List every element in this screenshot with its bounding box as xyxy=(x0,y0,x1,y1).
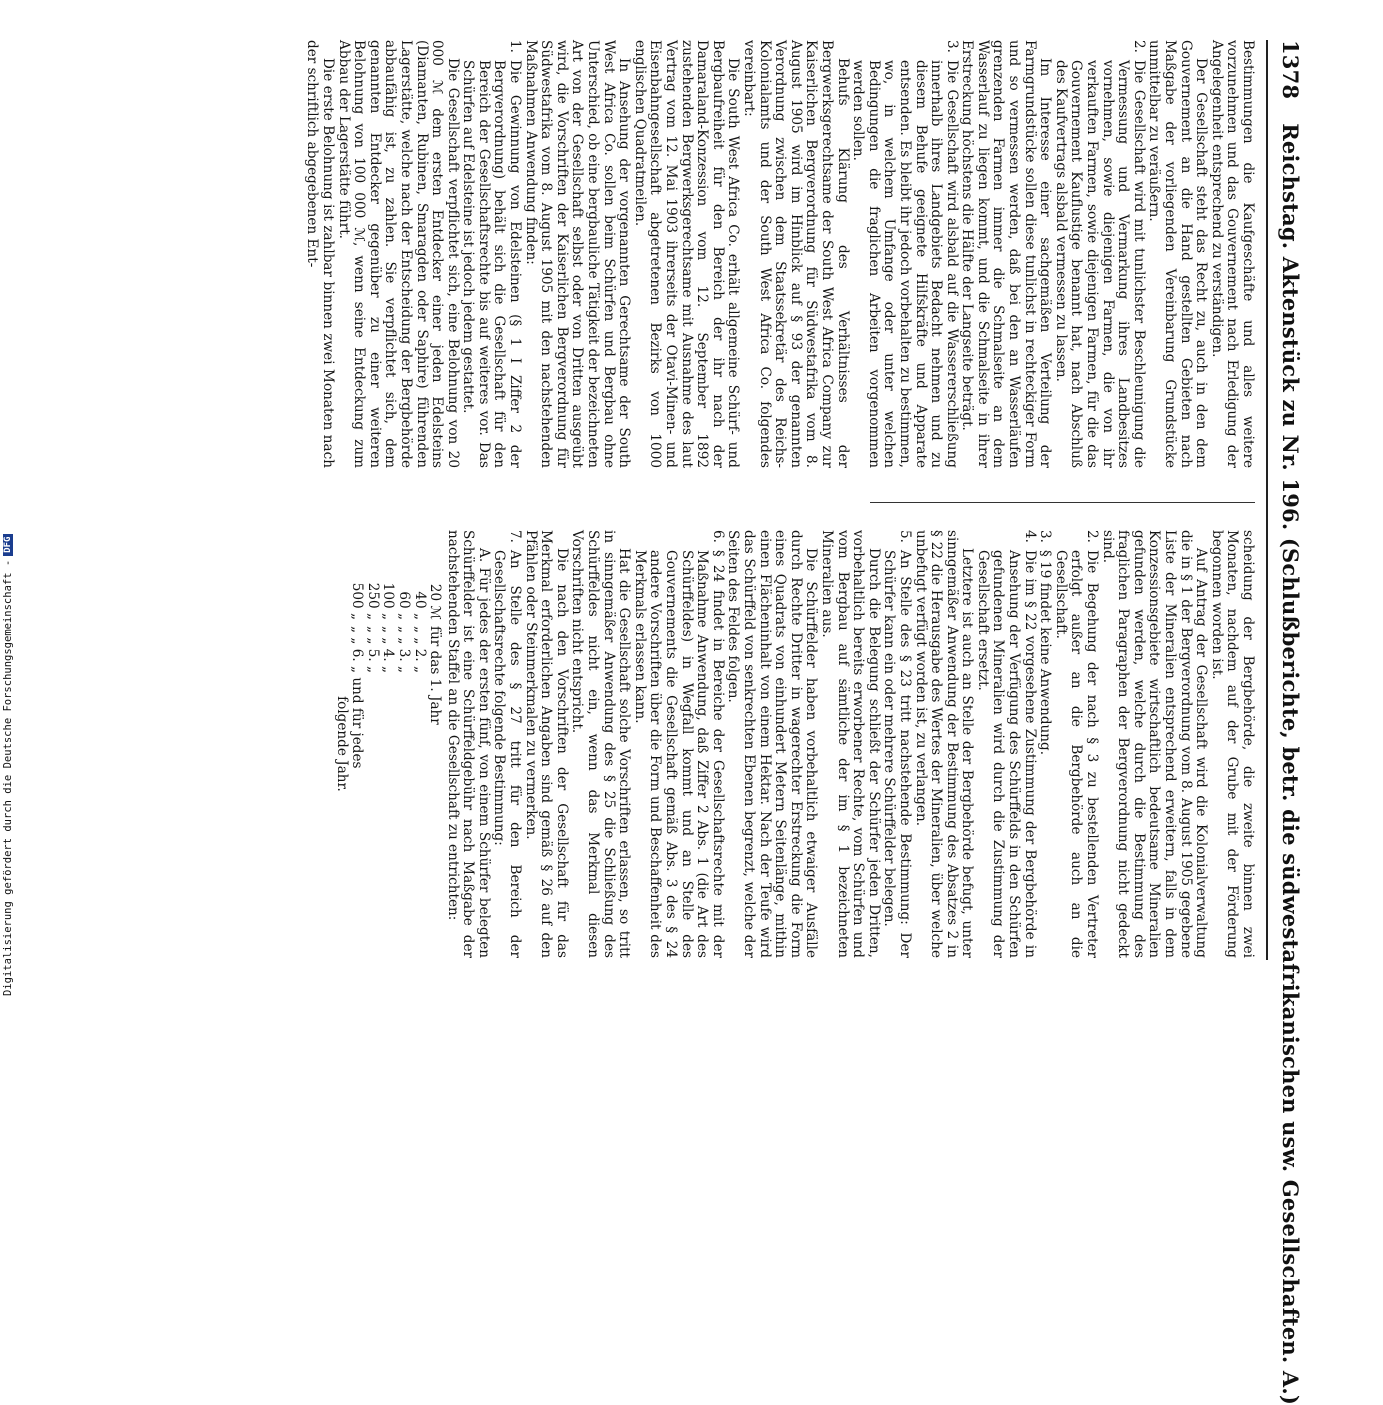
list-item xyxy=(850,40,959,468)
paragraph: In Ansehung der vorgenannten Gerechtsame der South West Africa Co. sollen beim Schürfen und Bergbau ohne Unterschied, ob eine bergbauliche Tätigkeit der bezeichneten Art von der Gesellschaft selbst oder von Dritten ausgeübt wird, die Vorschriften der Kaiserlichen Bergverordnung für Südwestafrika vom 8. August 1905 mit den nachstehenden Maßnahmen Anwendung finden: xyxy=(522,40,633,468)
fee-row xyxy=(364,530,380,958)
list-text: § 19 findet keine Anwendung. xyxy=(1037,550,1054,756)
paragraph: Im Interesse einer sachgemäßen Verteilung der Farmgrundstücke sollen diese tunlichst in rechteckiger Form und so vermessen werden, daß bei den an Wasserläufen grenzenden Farmen immer die Schmalseite an dem Wasserlauf zu liegen kommt, und die Schmalseite in ihrer Erstreckung höchstens die Hälfte der Langseite beträgt. xyxy=(959,40,1054,468)
list-item xyxy=(974,530,1036,958)
fee-period: „ „ 4. „ xyxy=(380,626,397,674)
page-header xyxy=(1273,40,1309,1405)
paragraph: scheidung der Bergbehörde, die zweite binnen zwei Monaten, nachdem auf der Grube mit der Förderung begonnen worden ist. xyxy=(1208,530,1256,958)
list-number: 2. xyxy=(1130,40,1147,53)
paragraph: Die South West Africa Co. erhält allgemeine Schürf- und Bergbaufreiheit für den Bereich der ihr nach der Damaraland-Konzession vom 12. September 1892 zustehenden Bergwerksgerechtsame mit Ausnahme des laut Vertrag vom 12. Mai 1903 ihrerseits der Otavi-Minen- und Eisenbahngesellschaft abgetretenen Bezirks von 1000 englischen Quadratmeilen. xyxy=(631,40,742,468)
dfg-logo: DFG xyxy=(3,534,13,556)
list-text: Die im § 22 vorgesehene Zustimmung der Bergbehörde in Ansehung der Verfügung des Schürffelds in den Schürfen gefundenen Mineralien wird durch die Zustimmung der Gesellschaft ersetzt. xyxy=(974,550,1038,958)
list-item xyxy=(1052,530,1099,958)
page-number: 1378 xyxy=(1278,40,1304,100)
list-number: 7. xyxy=(507,530,524,543)
credit-text: Digitalisierung gefördert durch die Deutsche Forschungsgemeinschaft - xyxy=(2,559,14,996)
paragraph: A. Für jedes der ersten fünf, von einem Schürfer belegten Schürffelder ist eine Schürffeldgebühr nach Maßgabe der nachstehenden Staffel an die Gesellschaft zu entrichten: xyxy=(444,530,492,958)
fee-row xyxy=(380,530,396,958)
paragraph: Durch die Belegung schließt der Schürfer jeden Dritten, vorbehaltlich bereits erworbener Rechte, vom Schürfen und vom Bergbau auf sämtliche der im § 1 bezeichneten Mineralien aus. xyxy=(818,530,882,958)
paragraph: Der Gesellschaft steht das Recht zu, auch in den dem Gouvernement an die Hand gestellten Gebieten nach Maßgabe der vorliegenden Vereinbarung Grundstücke unmittelbar zu veräußern. xyxy=(1146,40,1210,468)
list-number: 4. xyxy=(1021,530,1038,543)
paragraph: Die erste Belohnung ist zahlbar binnen zwei Monaten nach der schriftlich abgegebenen Ent- xyxy=(304,40,336,468)
list-number: 6. xyxy=(709,530,726,543)
paragraph: Auf Antrag der Gesellschaft wird die Kolonialverwaltung die in § 1 der Bergverordnung vom 8. August 1905 gegebene Liste der Mineralien entsprechend erweitern, falls in dem Konzessionsgebiete wirtschaftlich bedeutsame Mineralien gefunden werden, welche durch die Bestimmung des fraglichen Paragraphen der Bergverordnung nicht gedeckt sind. xyxy=(1099,530,1210,958)
list-text: Die Gesellschaft wird mit tunlichster Beschleunigung die Vermessung und Vermarkung ihres Landbesitzes vornehmen, sowie diejenigen Farmen, die von ihr verkauften Farmen, sowie diejenigen Farmen, für die das Gouvernement Kauflustige benannt hat, nach Abschluß des Kaufvertrags alsbald vermessen zu lassen. xyxy=(1052,60,1147,468)
list-text: An Stelle des § 23 tritt nachstehende Bestimmung: Der Schürfer kann ein oder mehrere Schürffelder belegen. xyxy=(881,550,913,958)
list-number: 2. xyxy=(1084,530,1101,543)
header-rule xyxy=(1266,40,1268,960)
paragraph: Behufs Klärung des Verhältnisses der Bergwerksgerechtsame der South West Africa Company zur Kaiserlichen Bergverordnung für Südwestafrika vom 8. August 1905 wird im Hinblick auf § 93 der genannten Verordnung zwischen dem Staatssekretär des Reichs-Kolonialamts und der South West Africa Co. folgendes vereinbart: xyxy=(741,40,851,468)
page-title: Reichstag. Aktenstück zu Nr. 196. (Schlußberichte, betr. die südwestafrikanischen usw. Gesellschaften. A.) xyxy=(1278,123,1304,1405)
fee-period: „ „ 3. „ xyxy=(395,626,412,674)
list-text: Die Gewinnung von Edelsteinen (§ 1 I Ziffer 2 der Bergverordnung) behält sich die Gesellschaft für den Bereich der Gesellschaftsrechte bis auf weiteres vor. Das Schürfen auf Edelsteine ist jedoch jedem gestattet. xyxy=(460,60,524,468)
fee-amount: 100 „ xyxy=(380,582,397,620)
list-item xyxy=(1037,530,1053,958)
fee-row xyxy=(349,530,365,958)
list-item xyxy=(881,530,912,958)
fee-amount: 20 ℳ xyxy=(427,583,444,620)
list-text: An Stelle des § 27 tritt für den Bereich der Gesellschaftsrechte folgende Bestimmung: xyxy=(491,550,524,958)
paragraph: Die Gesellschaft verpflichtet sich, eine Belohnung von 20 000 ℳ dem ersten Entdecker einer jeden Edelsteins (Diamanten, Rubinen, Smaragden oder Saphire) führenden Lagerstätte, welche nach der Entscheidung der Bergbehörde abbaufähig ist, zu zahlen. Sie verpflichtet sich, dem genannten Entdecker gegenüber zu einer weiteren Belohnung von 100 000 ℳ, wenn seine Entdeckung zum Abbau der Lagerstätte führt. xyxy=(335,40,461,468)
list-number: 3. xyxy=(1037,530,1054,543)
paragraph: Hat die Gesellschaft solche Vorschriften erlassen, so tritt in sinngemäßer Anwendung des § 25 die Schließung des Schürffeldes nicht ein, wenn das Merkmal diesen Vorschriften nicht entspricht. xyxy=(569,530,633,958)
list-text: Die Gesellschaft wird alsbald auf die Wassererschließung innerhalb ihres Landgebiets Bedacht nehmen und zu diesem Behufe geeignete Hilfskräfte und Apparate entsenden. Es bleibt ihr jedoch vorbehalten zu bestimmen, wo, in welchem Umfange oder unter welchen Bedingungen die fraglichen Arbeiten vorgenommen werden sollen. xyxy=(850,60,960,468)
right-column xyxy=(333,530,1255,958)
list-item xyxy=(631,530,725,958)
fee-row xyxy=(411,530,427,958)
paragraph: Die Schürffelder haben vorbehaltlich etwaiger Ausfälle durch Rechte Dritter in wagerechter Erstreckung die Form eines Quadrats von einhundert Metern Seitenlänge, mithin einen Flächeninhalt von einem Hektar. Nach der Teufe wird das Schürffeld von senkrechten Ebenen begrenzt, welche der Seiten des Feldes folgen. xyxy=(725,530,820,958)
fee-period: für das 1. Jahr xyxy=(427,626,444,725)
list-number: 3. xyxy=(943,40,960,53)
fee-amount: 500 „ xyxy=(349,582,366,620)
list-item xyxy=(491,530,522,958)
fee-row xyxy=(427,530,443,958)
fee-period: „ „ 6. „ und für jedes xyxy=(349,626,366,769)
list-item xyxy=(460,40,522,468)
list-text: Die Begehung der nach § 3 zu bestellenden Vertreter erfolgt außer an die Bergbehörde auch an die Gesellschaft. xyxy=(1052,550,1101,958)
paragraph: Bestimmungen die Kaufgeschäfte und alles weitere vorzunehmen und das Gouvernement nach Erledigung der Angelegenheit entsprechend zu verständigen. xyxy=(1208,40,1256,468)
left-column xyxy=(304,40,1255,468)
fee-amount: 60 „ xyxy=(395,591,412,620)
column-divider xyxy=(870,502,1255,503)
fee-tail: folgende Jahr. xyxy=(333,696,350,792)
fee-period: „ „ 2. „ xyxy=(411,626,428,674)
list-number: 1. xyxy=(507,40,524,53)
fee-row xyxy=(395,530,411,958)
paragraph: Letztere ist auch an Stelle der Bergbehörde befugt, unter sinngemäßer Anwendung der Bestimmung des Absatzes 2 in § 22 die Herausgabe des Wertes der Mineralien, über welche unbefugt verfügt worden ist, zu verlangen. xyxy=(912,530,976,958)
fee-period: „ „ 5. „ xyxy=(364,626,381,674)
fee-table xyxy=(349,530,443,958)
paragraph: Die nach den Vorschriften der Gesellschaft für das Merkmal erforderlichen Angaben sind gemäß § 26 auf den Pfählen oder Steinmerkmalen zu vermerken. xyxy=(522,530,570,958)
list-item xyxy=(1052,40,1146,468)
fee-amount: 250 „ xyxy=(364,582,381,620)
list-text: § 24 findet in Bereiche der Gesellschaftsrechte mit der Maßnahme Anwendung, daß Ziffer 2 Abs. 1 (die Art des Schürffeldes) in Wegfall kommt und an Stelle des Gouvernements die Gesellschaft gemäß Abs. 3 des § 24 andere Vorschriften über die Form und Beschaffenheit des Merkmals erlassen kann. xyxy=(631,550,726,958)
list-number: 5. xyxy=(896,530,913,543)
fee-amount: 40 „ xyxy=(411,591,428,620)
digitization-credit xyxy=(2,534,14,996)
